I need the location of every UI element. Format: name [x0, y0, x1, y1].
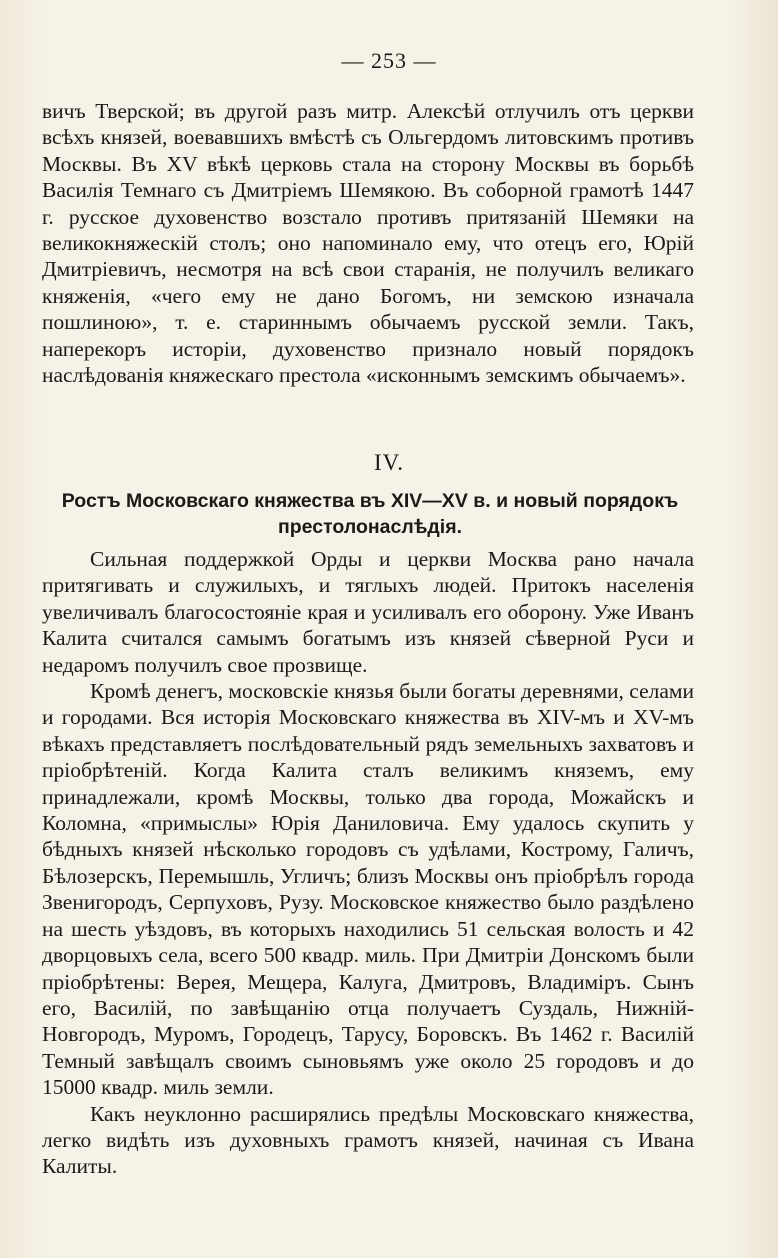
section-title-line: престолонаслѣдія. — [277, 516, 463, 538]
paragraph: вичъ Тверской; въ другой разъ митр. Алексѣй отлучилъ отъ церкви всѣхъ князей, воевавшихъ вмѣстѣ съ Ольгердомъ литовскимъ противъ Москвы. Въ XV вѣкѣ церковь стала на сторону Москвы въ борьбѣ Василія Темнаго съ Дмитріемъ Шемякою. Въ соборной грамотѣ 1447 г. русское духовенство возстало противъ притязаній Шемяки на великокняжескій столъ; оно напоминало ему, что отецъ его, Юрій Дмитріевичъ, несмотря на всѣ свои старанія, не получилъ великаго княженія, «чего ему не дано Богомъ, ни земскою изначала пошлиною», т. е. стариннымъ обычаемъ русской земли. Такъ, наперекоръ исторіи, духовенство признало новый порядокъ наслѣдованія княжескаго престола «исконнымъ земскимъ обычаемъ». — [42, 99, 694, 388]
text-block-bottom — [42, 546, 694, 1180]
section-title — [40, 488, 700, 540]
page-number: — 253 — — [341, 48, 437, 73]
paragraph: Какъ неуклонно расширялись предѣлы Московскаго княжества, легко видѣть изъ духовныхъ грамотъ князей, начиная съ Ивана Калиты. — [42, 1101, 694, 1179]
section-title-line: Ростъ Московскаго княжества въ XIV—XV в. и новый порядокъ — [61, 490, 679, 512]
paragraph: Кромѣ денегъ, московскіе князья были богаты деревнями, селами и городами. Вся исторія Московскаго княжества въ XIV-мъ и XV-мъ вѣкахъ представляетъ послѣдовательный рядъ земельныхъ захватовъ и пріобрѣтеній. Когда Калита сталъ великимъ княземъ, ему принадлежали, кромѣ Москвы, только два города, Можайскъ и Коломна, «примыслы» Юрія Даниловича. Ему удалось скупить у бѣдныхъ князей нѣсколько городовъ съ удѣлами, Кострому, Галичъ, Бѣлозерскъ, Перемышль, Угличъ; близъ Москвы онъ пріобрѣлъ города Звенигородъ, Серпуховъ, Рузу. Московское княжество было раздѣлено на шесть уѣздовъ, въ которыхъ находились 51 сельская волость и 42 дворцовыхъ села, всего 500 квадр. миль. При Дмитріи Донскомъ были пріобрѣтены: Верея, Мещера, Калуга, Дмитровъ, Владиміръ. Сынъ его, Василій, по завѣщанію отца получаетъ Суздаль, Нижній-Новгородъ, Муромъ, Городецъ, Тарусу, Боровскъ. Въ 1462 г. Василій Темный завѣщалъ своимъ сыновьямъ уже около 25 городовъ и до 15000 квадр. миль земли. — [42, 679, 694, 1100]
text-block-top — [42, 98, 694, 388]
section-number: IV. — [373, 450, 405, 475]
paragraph: Сильная поддержкой Орды и церкви Москва рано начала притягивать и служилыхъ, и тяглыхъ людей. Притокъ населенія увеличивалъ благосостояніе края и усиливалъ его оборону. Уже Иванъ Калита считался самымъ богатымъ изъ князей сѣверной Руси и недаромъ получилъ свое прозвище. — [42, 547, 694, 677]
